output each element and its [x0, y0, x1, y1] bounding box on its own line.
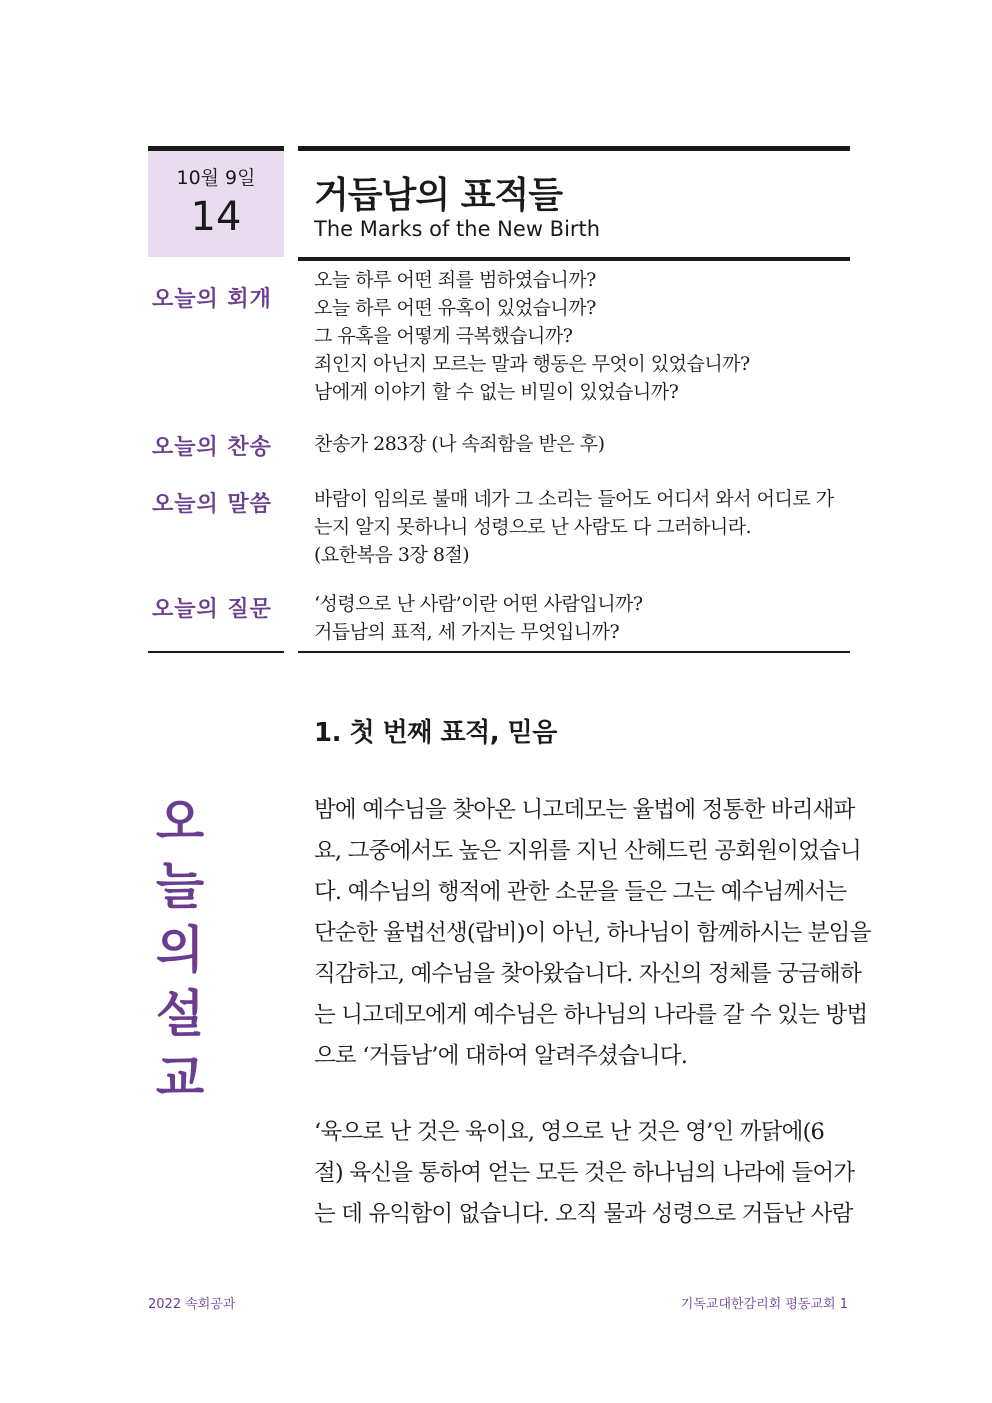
- lesson-date: 10월 9일: [176, 167, 256, 189]
- divider-right: [298, 651, 850, 653]
- question-label: 오늘의 질문: [152, 597, 272, 622]
- sermon-paragraph-2: [314, 1112, 855, 1235]
- divider-left: [148, 651, 284, 653]
- paragraph-line: 다. 예수님의 행적에 관한 소문을 들은 그는 예수님께서는: [314, 879, 847, 905]
- footer-right: 기독교대한감리회 평동교회 1: [680, 1297, 848, 1312]
- sermon-label-char: 의: [155, 921, 205, 979]
- sermon-label-char: 교: [155, 1049, 205, 1107]
- lesson-number: 14: [190, 194, 242, 240]
- paragraph-line: 요, 그중에서도 높은 지위를 지닌 산헤드린 공회원이었습니: [314, 838, 861, 864]
- paragraph-line: 으로 ‘거듭남’에 대하여 알려주셨습니다.: [314, 1043, 688, 1069]
- word-line: (요한복음 3장 8절): [314, 544, 470, 566]
- question-body: [314, 590, 850, 646]
- word-line: 는지 알지 못하나니 성령으로 난 사람도 다 그러하니라.: [314, 516, 752, 538]
- paragraph-line: 는 데 유익함이 없습니다. 오직 물과 성령으로 거듭난 사람: [314, 1201, 853, 1227]
- sermon-paragraph-1: [314, 790, 871, 1077]
- sermon-label-char: 오: [155, 793, 205, 851]
- sermon-label-char: 설: [155, 985, 205, 1043]
- reflection-line: 그 유혹을 어떻게 극복했습니까?: [314, 325, 573, 347]
- reflection-line: 남에게 이야기 할 수 없는 비밀이 있었습니까?: [314, 381, 679, 403]
- sermon-section-heading: 1. 첫 번째 표적, 믿음: [314, 718, 557, 748]
- word-body: [314, 485, 850, 569]
- sermon-vertical-label: [150, 790, 210, 1110]
- reflection-line: 오늘 하루 어떤 유혹이 있었습니까?: [314, 297, 596, 319]
- reflection-line: 죄인지 아닌지 모르는 말과 행동은 무엇이 있었습니까?: [314, 353, 750, 375]
- word-line: 바람이 임의로 불매 네가 그 소리는 들어도 어디서 와서 어디로 가: [314, 488, 834, 510]
- paragraph-line: 는 니고데모에게 예수님은 하나님의 나라를 갈 수 있는 방법: [314, 1002, 868, 1028]
- paragraph-line: 단순한 율법선생(랍비)이 아닌, 하나님이 함께하시는 분임을: [314, 920, 871, 946]
- reflection-line: 오늘 하루 어떤 죄를 범하였습니까?: [314, 269, 596, 291]
- lesson-date-box: [148, 146, 284, 257]
- paragraph-line: 절) 육신을 통하여 얻는 모든 것은 하나님의 나라에 들어가: [314, 1160, 855, 1186]
- sermon-label-char: 늘: [155, 857, 205, 915]
- question-line: ‘성령으로 난 사람’이란 어떤 사람입니까?: [314, 593, 643, 615]
- paragraph-line: ‘육으로 난 것은 육이요, 영으로 난 것은 영’인 까닭에(6: [314, 1119, 825, 1145]
- lesson-title-korean: 거듭남의 표적들: [314, 175, 562, 216]
- hymn-line: 찬송가 283장 (나 속죄함을 받은 후): [314, 433, 605, 455]
- lesson-title-block: [298, 146, 850, 261]
- reflection-body: [314, 266, 850, 406]
- lesson-title-english: The Marks of the New Birth: [314, 217, 601, 241]
- hymn-label: 오늘의 찬송: [152, 435, 272, 460]
- footer-left: 2022 속회공과: [148, 1297, 236, 1312]
- reflection-label: 오늘의 회개: [152, 287, 272, 312]
- word-label: 오늘의 말씀: [152, 492, 272, 517]
- paragraph-line: 밤에 예수님을 찾아온 니고데모는 율법에 정통한 바리새파: [314, 797, 855, 823]
- question-line: 거듭남의 표적, 세 가지는 무엇입니까?: [314, 621, 620, 643]
- hymn-body: [314, 430, 850, 458]
- paragraph-line: 직감하고, 예수님을 찾아왔습니다. 자신의 정체를 궁금해하: [314, 961, 861, 987]
